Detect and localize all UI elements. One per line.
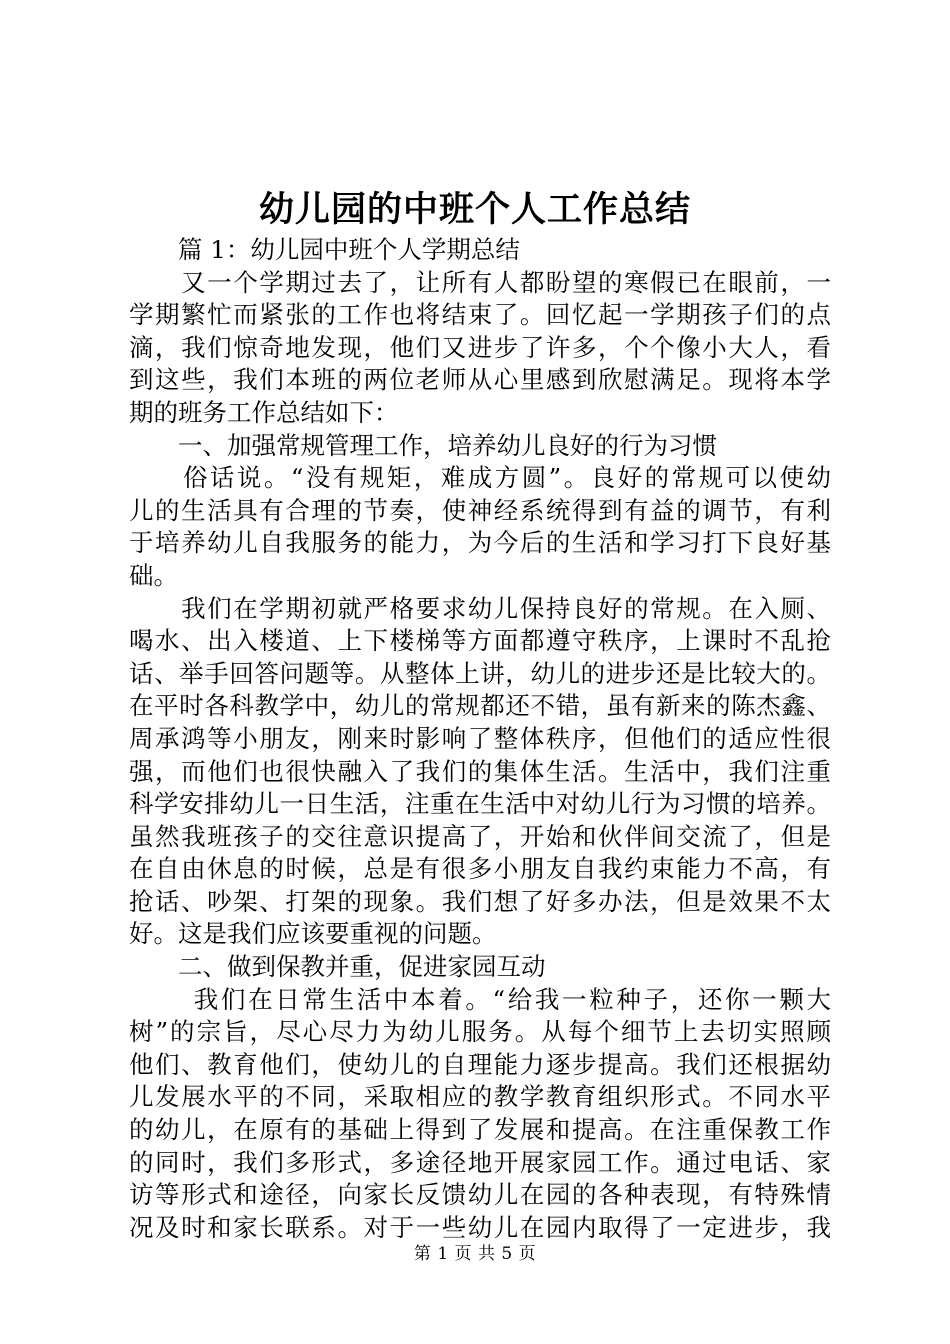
- body-text-line: 在平时各科教学中，幼儿的常规都还不错，虽有新来的陈杰鑫、: [129, 691, 831, 721]
- body-text-line: 又一个学期过去了，让所有人都盼望的寒假已在眼前，一: [129, 267, 831, 297]
- body-text-line: 科学安排幼儿一日生活，注重在生活中对幼儿行为习惯的培养。: [129, 789, 831, 819]
- section-heading-line: 二、做到保教并重，促进家园互动: [129, 952, 546, 982]
- body-text-line: 我们在日常生活中本着。“给我一粒种子，还你一颗大: [129, 984, 831, 1014]
- body-text-line: 俗话说。“没有规矩，难成方圆”。良好的常规可以使幼: [129, 463, 831, 493]
- document-body: [129, 234, 831, 1244]
- body-text-line: 强，而他们也很快融入了我们的集体生活。生活中，我们注重: [129, 756, 831, 786]
- body-text-line: 访等形式和途径，向家长反馈幼儿在园的各种表现，有特殊情: [129, 1180, 831, 1210]
- body-text-line: 周承鸿等小朋友，刚来时影响了整体秩序，但他们的适应性很: [129, 723, 831, 753]
- body-text-line: 的幼儿，在原有的基础上得到了发展和提高。在注重保教工作: [129, 1115, 831, 1145]
- body-text-line: 学期繁忙而紧张的工作也将结束了。回忆起一学期孩子们的点: [129, 300, 831, 330]
- body-text-line: 础。: [129, 560, 178, 590]
- body-text-line: 的同时，我们多形式，多途径地开展家园工作。通过电话、家: [129, 1147, 831, 1177]
- page-number-footer: 第 1 页 共 5 页: [413, 1244, 537, 1264]
- body-text-line: 儿发展水平的不同，采取相应的教学教育组织形式。不同水平: [129, 1082, 831, 1112]
- section-heading-line: 篇 1：幼儿园中班个人学期总结: [129, 235, 520, 264]
- body-text-line: 抢话、吵架、打架的现象。我们想了好多办法，但是效果不太: [129, 886, 831, 916]
- body-text-line: 于培养幼儿自我服务的能力，为今后的生活和学习打下良好基: [129, 528, 831, 558]
- body-text-line: 他们、教育他们，使幼儿的自理能力逐步提高。我们还根据幼: [129, 1049, 831, 1079]
- body-text-line: 我们在学期初就严格要求幼儿保持良好的常规。在入厕、: [129, 593, 831, 623]
- body-text-line: 喝水、出入楼道、上下楼梯等方面都遵守秩序，上课时不乱抢: [129, 626, 831, 656]
- body-text-line: 况及时和家长联系。对于一些幼儿在园内取得了一定进步，我: [129, 1212, 831, 1242]
- body-text-line: 话、举手回答问题等。从整体上讲，幼儿的进步还是比较大的。: [129, 658, 831, 688]
- body-text-line: 虽然我班孩子的交往意识提高了，开始和伙伴间交流了，但是: [129, 821, 831, 851]
- body-text-line: 在自由休息的时候，总是有很多小朋友自我约束能力不高，有: [129, 854, 831, 884]
- body-text-line: 儿的生活具有合理的节奏，使神经系统得到有益的调节，有利: [129, 495, 831, 525]
- body-text-line: 滴，我们惊奇地发现，他们又进步了许多，个个像小大人，看: [129, 332, 831, 362]
- document-title: 幼儿园的中班个人工作总结: [258, 189, 691, 230]
- body-text-line: 期的班务工作总结如下：: [129, 397, 399, 427]
- section-heading-line: 一、加强常规管理工作，培养幼儿良好的行为习惯: [129, 430, 717, 460]
- body-text-line: 到这些，我们本班的两位老师从心里感到欣慰满足。现将本学: [129, 365, 831, 395]
- body-text-line: 好。这是我们应该要重视的问题。: [129, 919, 497, 949]
- body-text-line: 树”的宗旨，尽心尽力为幼儿服务。从每个细节上去切实照顾: [129, 1017, 831, 1047]
